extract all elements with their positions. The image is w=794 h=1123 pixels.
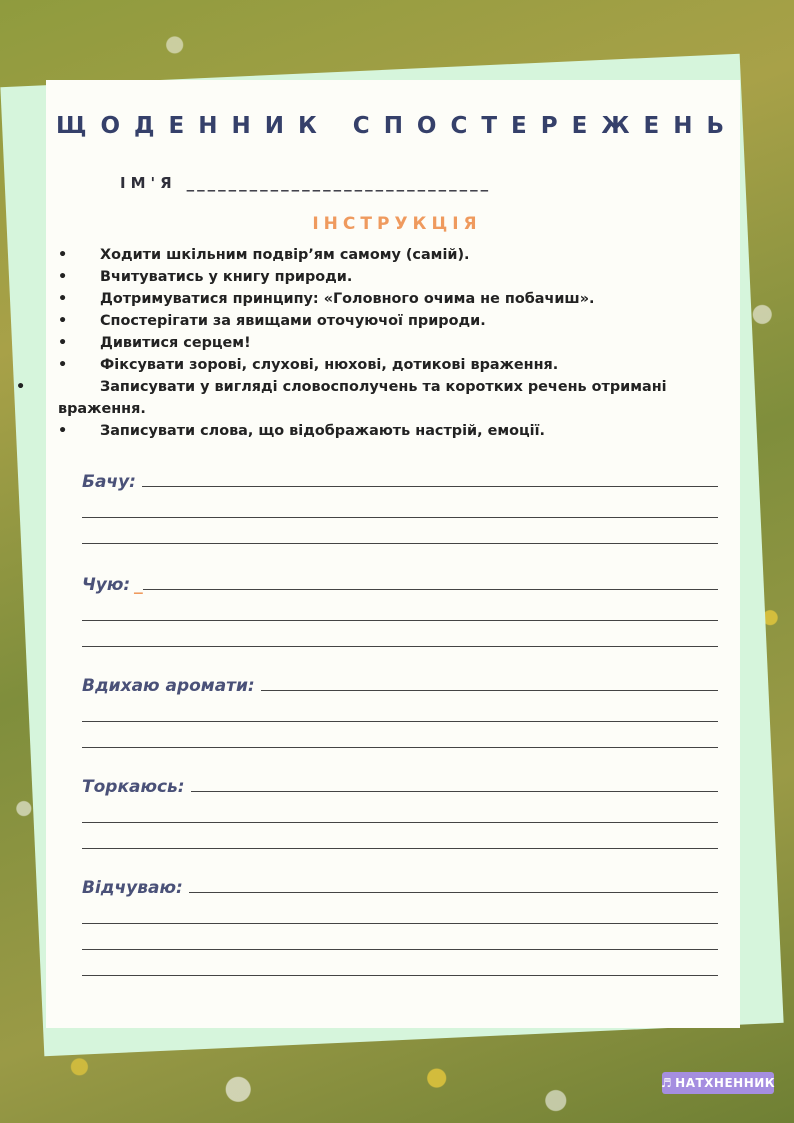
write-line[interactable] xyxy=(82,950,718,976)
write-line[interactable] xyxy=(82,898,718,924)
write-line[interactable] xyxy=(191,791,718,792)
write-line[interactable] xyxy=(143,589,718,590)
section-feel xyxy=(82,876,718,976)
write-line[interactable] xyxy=(82,621,718,647)
list-item: • Записувати слова, що відображають настрій, емоції. xyxy=(58,420,738,442)
list-item: • Дотримуватися принципу: «Головного очима не побачиш». xyxy=(58,288,738,310)
section-touch xyxy=(82,775,718,849)
write-line[interactable] xyxy=(82,492,718,518)
name-line[interactable]: _____________________________ xyxy=(186,174,492,192)
section-label: Відчуваю: xyxy=(82,878,183,898)
name-label: ІМ'Я xyxy=(120,174,177,192)
write-line[interactable] xyxy=(82,722,718,748)
section-label: Чую: xyxy=(82,575,131,595)
name-field[interactable] xyxy=(120,174,491,192)
write-line[interactable] xyxy=(261,690,718,691)
section-see xyxy=(82,470,718,544)
section-label: Торкаюсь: xyxy=(82,777,185,797)
list-item: • Фіксувати зорові, слухові, нюхові, дотикові враження. xyxy=(58,354,738,376)
instruction-heading: ІНСТРУКЦІЯ xyxy=(312,214,482,234)
list-item: • Записувати у вигляді словосполучень та коротких речень отримані враження. xyxy=(58,376,738,420)
harp-icon: ♬ xyxy=(660,1076,673,1090)
list-item: • Вчитуватись у книгу природи. xyxy=(58,266,738,288)
logo-text: НАТХНЕННИК xyxy=(675,1076,776,1090)
brand-logo xyxy=(662,1072,774,1094)
write-line[interactable] xyxy=(82,696,718,722)
write-line[interactable] xyxy=(82,823,718,849)
write-line[interactable] xyxy=(82,518,718,544)
section-label: Бачу: xyxy=(82,472,136,492)
accent-mark: _ xyxy=(134,575,143,595)
list-item: • Ходити шкільним подвір’ям самому (самій). xyxy=(58,244,738,266)
page-title: ЩОДЕННИК СПОСТЕРЕЖЕНЬ xyxy=(56,113,738,139)
list-item: • Дивитися серцем! xyxy=(58,332,738,354)
section-hear xyxy=(82,573,718,647)
write-line[interactable] xyxy=(142,486,718,487)
write-line[interactable] xyxy=(82,595,718,621)
write-line[interactable] xyxy=(82,924,718,950)
instruction-list xyxy=(58,244,738,442)
section-label: Вдихаю аромати: xyxy=(82,676,255,696)
write-line[interactable] xyxy=(82,797,718,823)
list-item: • Спостерігати за явищами оточуючої природи. xyxy=(58,310,738,332)
write-line[interactable] xyxy=(189,892,718,893)
section-smell xyxy=(82,674,718,748)
